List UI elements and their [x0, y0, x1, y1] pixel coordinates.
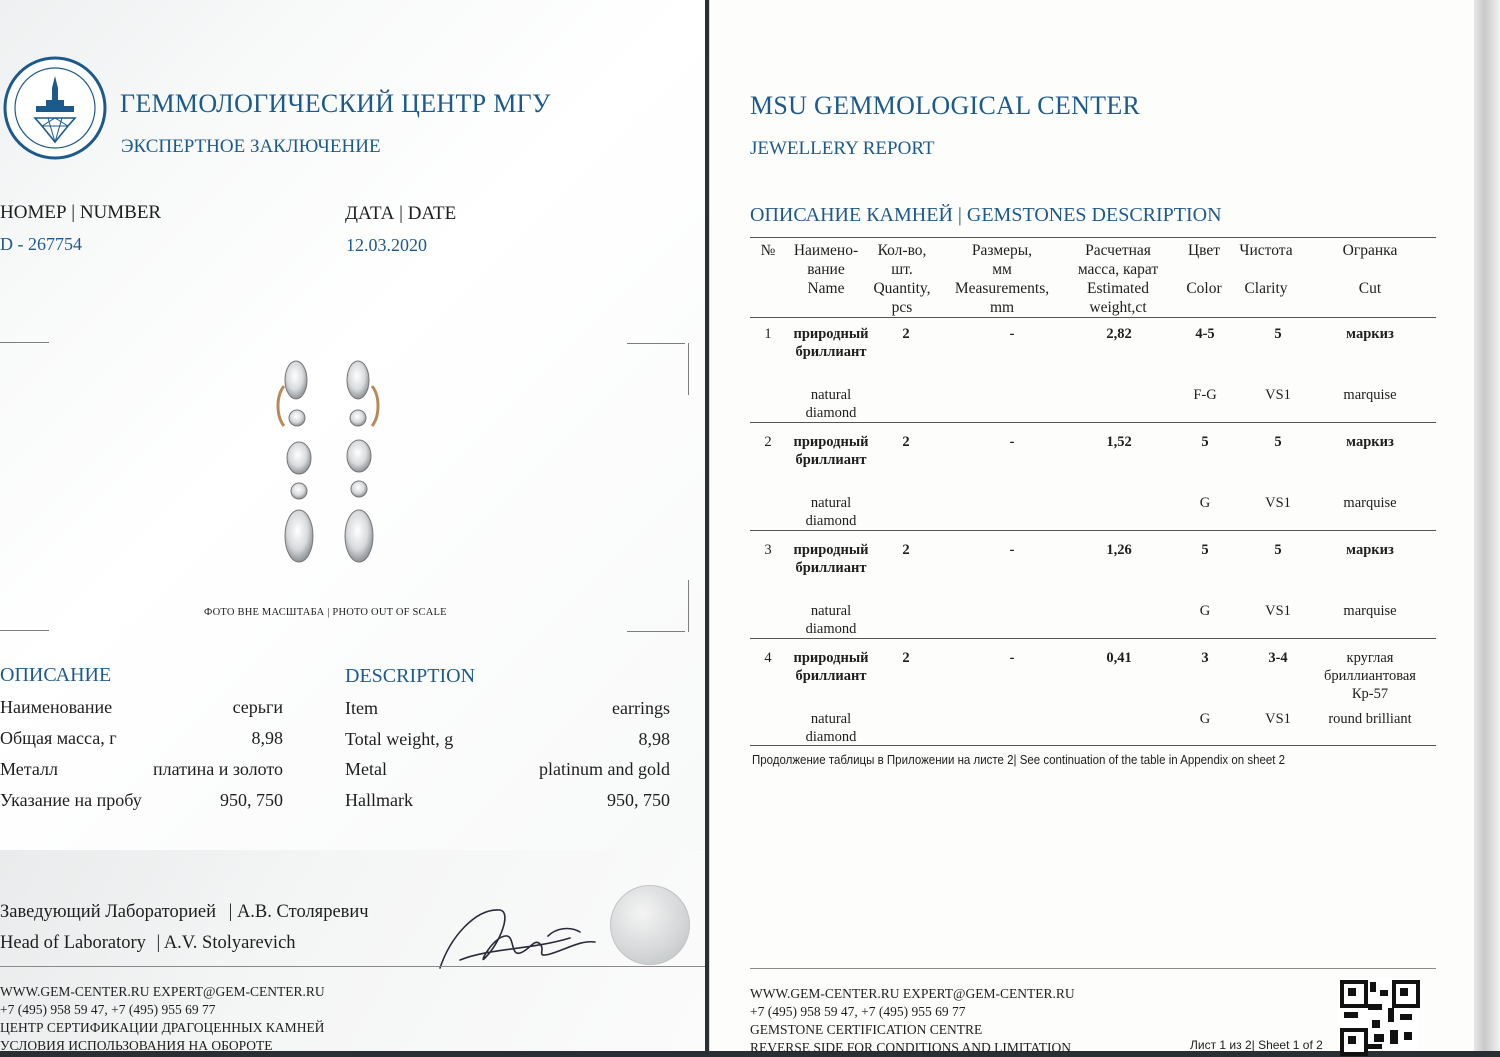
col-label-ru: Расчетная масса, карат [1077, 242, 1159, 278]
org-title-ru: ГЕММОЛОГИЧЕСКИЙ ЦЕНТР МГУ [120, 89, 551, 118]
desc-value: earrings [612, 698, 670, 718]
msu-gem-center-logo-icon [2, 56, 108, 160]
stone-color-en: G [1199, 495, 1211, 511]
stone-cut-ru: круглая бриллиантовая Кр-57 [1324, 650, 1416, 702]
number-value: D - 267754 [0, 234, 82, 254]
stone-clarity-en: VS1 [1265, 603, 1291, 619]
footer-line: WWW.GEM-CENTER.RU EXPERT@GEM-CENTER.RU [750, 986, 1075, 1001]
head-title-en: Head of Laboratory [0, 933, 146, 953]
earring-right [345, 361, 378, 562]
stone-weight: 2,82 [1106, 326, 1132, 342]
desc-row-en [345, 790, 670, 811]
desc-label: Наименование [0, 697, 113, 717]
stone-weight: 1,26 [1106, 542, 1132, 558]
stone-clarity-ru: 3-4 [1268, 650, 1288, 666]
stone-clarity-en: VS1 [1265, 711, 1291, 727]
frame-corner [0, 630, 49, 631]
stone-clarity-ru: 5 [1274, 542, 1282, 558]
frame-corner [688, 580, 689, 632]
footer-line: GEMSTONE CERTIFICATION CENTRE [750, 1022, 983, 1037]
org-title-en: MSU GEMMOLOGICAL CENTER [750, 91, 1141, 120]
stone-name-ru: природный бриллиант [793, 326, 869, 360]
col-measurements [942, 241, 1062, 317]
col-label-ru: Чистота [1239, 242, 1293, 259]
footer-line: WWW.GEM-CENTER.RU EXPERT@GEM-CENTER.RU [0, 984, 325, 999]
desc-value: 8,98 [251, 728, 283, 748]
col-label-en: Quantity, pcs [873, 280, 931, 316]
table-rule [750, 530, 1436, 531]
stone-measurements: - [1009, 542, 1015, 558]
frame-corner [627, 631, 685, 632]
stone-quantity: 2 [902, 650, 910, 666]
desc-row-ru [0, 697, 283, 718]
col-label-en: Clarity [1244, 280, 1288, 297]
col-color [1176, 241, 1232, 298]
stone-name-ru: природный бриллиант [793, 650, 869, 684]
row-number: 3 [764, 542, 772, 558]
stone-name-en: natural diamond [805, 711, 857, 745]
stone-name-en: natural diamond [805, 387, 857, 421]
footer-left [0, 983, 325, 1051]
stone-clarity-en: VS1 [1265, 495, 1291, 511]
col-name [783, 241, 869, 298]
desc-row-ru [0, 790, 283, 811]
page-edge [1474, 0, 1500, 1051]
footer-line: +7 (495) 958 59 47, +7 (495) 955 69 77 [750, 1004, 966, 1019]
col-qty [864, 241, 940, 317]
head-of-lab-en [0, 933, 296, 954]
stone-name-ru: природный бриллиант [793, 542, 869, 576]
col-weight [1064, 241, 1172, 317]
col-label-ru: Кол-во, шт. [877, 242, 927, 278]
table-rule [750, 317, 1436, 318]
table-rule [750, 638, 1436, 639]
stone-name-en: natural diamond [805, 495, 857, 529]
table-title: ОПИСАНИЕ КАМНЕЙ | GEMSTONES DESCRIPTION [750, 204, 1222, 226]
desc-value: 8,98 [638, 729, 670, 749]
embossed-seal-icon [610, 885, 690, 965]
stone-color-en: G [1199, 711, 1211, 727]
stone-color-ru: 5 [1201, 434, 1209, 450]
desc-label: Total weight, g [345, 729, 454, 749]
desc-row-en [345, 759, 670, 780]
table-rule [750, 422, 1436, 423]
stone-color-en: F-G [1193, 387, 1217, 403]
frame-corner [0, 342, 49, 343]
number-label: НОМЕР | NUMBER [0, 202, 162, 223]
stone-cut-en: marquise [1343, 603, 1397, 619]
stone-quantity: 2 [902, 434, 910, 450]
head-title-ru: Заведующий Лабораторией [0, 902, 216, 922]
qr-code-icon [1338, 978, 1418, 1051]
col-label-en: Name [807, 280, 845, 297]
stone-clarity-en: VS1 [1265, 387, 1291, 403]
desc-row-en [345, 698, 670, 719]
footer-rule [0, 966, 705, 967]
footer-line: +7 (495) 958 59 47, +7 (495) 955 69 77 [0, 1002, 216, 1017]
desc-value: серьги [232, 697, 283, 717]
col-label-ru: Размеры, мм [971, 242, 1033, 278]
stone-weight: 0,41 [1106, 650, 1132, 666]
stone-cut-ru: маркиз [1346, 542, 1394, 558]
desc-label: Указание на пробу [0, 790, 142, 810]
footer-right [750, 985, 1075, 1057]
stone-cut-en: marquise [1343, 495, 1397, 511]
description-heading-en: DESCRIPTION [345, 665, 476, 687]
stone-quantity: 2 [902, 542, 910, 558]
stone-quantity: 2 [902, 326, 910, 342]
stone-cut-en: round brilliant [1328, 711, 1412, 727]
head-name-ru: | А.В. Столяревич [228, 902, 369, 922]
desc-row-ru [0, 728, 283, 749]
date-label: ДАТА | DATE [345, 203, 457, 224]
stone-measurements: - [1009, 326, 1015, 342]
photo-caption: ФОТО ВНЕ МАСШТАБА | PHOTO OUT OF SCALE [204, 607, 447, 618]
stone-color-ru: 4-5 [1195, 326, 1215, 342]
frame-corner [688, 343, 689, 395]
head-name-en: | A.V. Stolyarevich [156, 933, 296, 953]
stone-measurements: - [1009, 434, 1015, 450]
row-number: 4 [764, 650, 772, 666]
stone-cut-ru: маркиз [1346, 326, 1394, 342]
row-number: 2 [764, 434, 772, 450]
table-rule [750, 237, 1436, 238]
desc-label: Metal [345, 759, 387, 779]
stone-clarity-ru: 5 [1274, 434, 1282, 450]
col-label-en: Color [1186, 280, 1222, 297]
col-label-ru: № [760, 242, 776, 259]
footer-line: ЦЕНТР СЕРТИФИКАЦИИ ДРАГОЦЕННЫХ КАМНЕЙ [0, 1020, 325, 1035]
stone-name-ru: природный бриллиант [793, 434, 869, 468]
desc-value: 950, 750 [607, 790, 670, 810]
col-label-ru: Наимено- вание [793, 242, 859, 278]
col-label-ru: Огранка [1342, 242, 1398, 259]
desc-value: platinum and gold [539, 759, 670, 779]
desc-row-en [345, 729, 670, 750]
col-no [755, 241, 781, 260]
col-label-en: Estimated weight,ct [1087, 280, 1149, 316]
head-of-lab-ru [0, 902, 369, 923]
footer-line: УСЛОВИЯ ИСПОЛЬЗОВАНИЯ НА ОБОРОТЕ [0, 1038, 273, 1051]
stone-color-en: G [1199, 603, 1211, 619]
frame-corner [627, 343, 685, 344]
earring-left [278, 361, 313, 562]
desc-label: Общая масса, г [0, 728, 117, 748]
desc-label: Hallmark [345, 790, 413, 810]
table-rule [750, 745, 1436, 746]
col-label-en: Cut [1358, 280, 1382, 297]
footer-line: REVERSE SIDE FOR CONDITIONS AND LIMITATION [750, 1040, 1072, 1055]
stone-color-ru: 3 [1201, 650, 1209, 666]
left-page [0, 0, 705, 1051]
report-title-ru: ЭКСПЕРТНОЕ ЗАКЛЮЧЕНИЕ [121, 136, 381, 157]
desc-value: платина и золото [152, 759, 283, 779]
date-value: 12.03.2020 [346, 235, 427, 255]
stone-measurements: - [1009, 650, 1015, 666]
col-cut [1306, 241, 1434, 298]
description-heading-ru: ОПИСАНИЕ [0, 664, 112, 686]
stone-clarity-ru: 5 [1274, 326, 1282, 342]
row-number: 1 [764, 326, 772, 342]
footer-rule [750, 968, 1436, 969]
sheet-number: Лист 1 из 2| Sheet 1 of 2 [1190, 1038, 1323, 1052]
earrings-photo [272, 356, 392, 568]
col-label-ru: Цвет [1187, 242, 1221, 259]
stone-name-en: natural diamond [805, 603, 857, 637]
signature-icon [430, 898, 605, 976]
desc-value: 950, 750 [220, 790, 283, 810]
col-label-en: Measurements, mm [954, 280, 1050, 316]
stone-cut-ru: маркиз [1346, 434, 1394, 450]
stone-cut-en: marquise [1343, 387, 1397, 403]
col-clarity [1232, 241, 1300, 298]
continuation-note: Продолжение таблицы в Приложении на листе 2| See continuation of the table in Appendix on sheet 2 [752, 753, 1286, 767]
desc-label: Item [345, 698, 378, 718]
report-title-en: JEWELLERY REPORT [750, 138, 935, 159]
desc-label: Металл [0, 759, 58, 779]
stone-weight: 1,52 [1106, 434, 1132, 450]
stone-color-ru: 5 [1201, 542, 1209, 558]
desc-row-ru [0, 759, 283, 780]
